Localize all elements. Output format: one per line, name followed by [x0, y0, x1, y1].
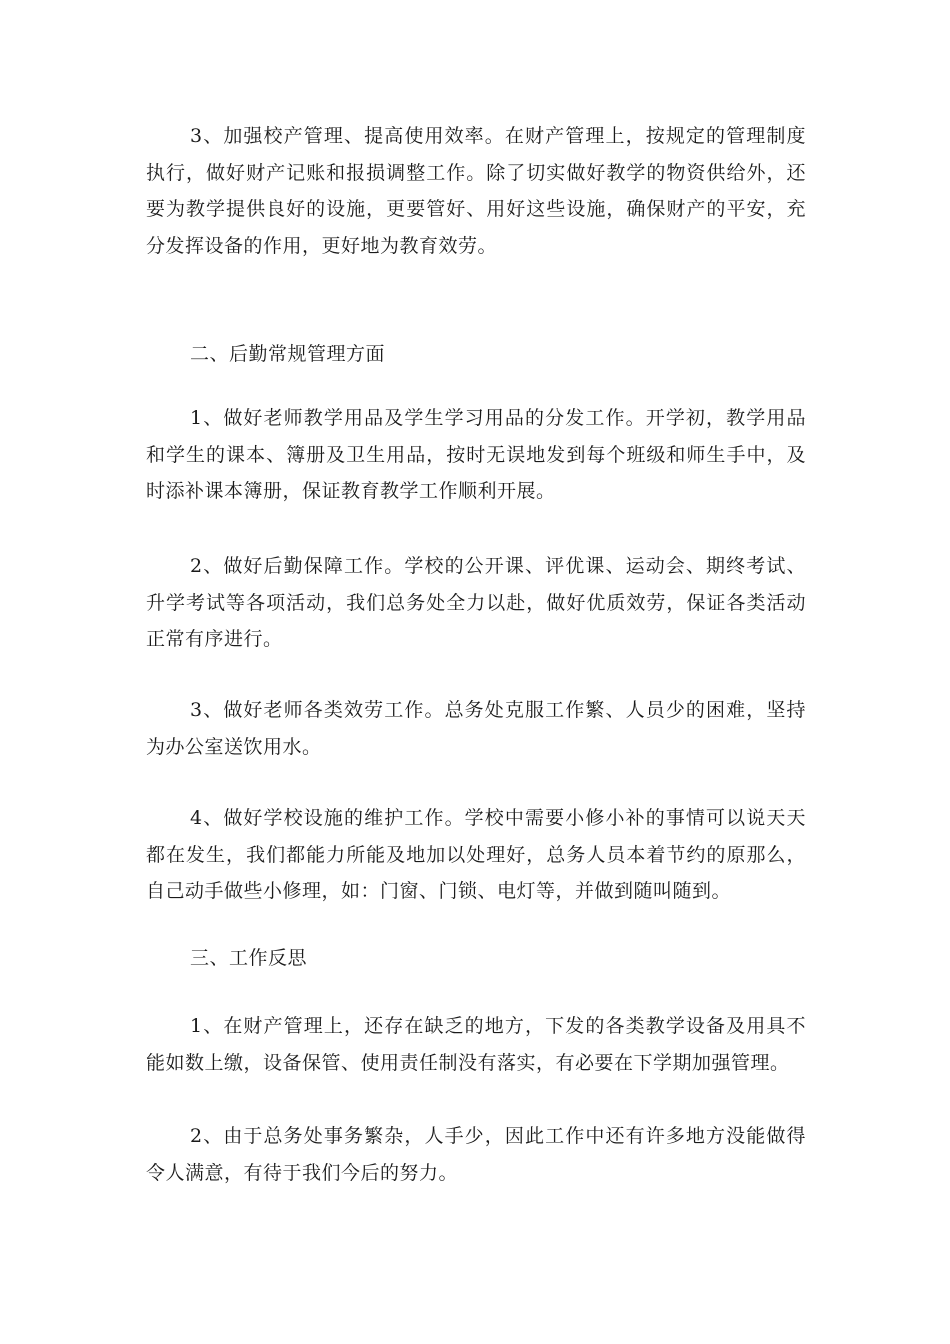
- paragraph-teacher-service: 3、做好老师各类效劳工作。总务处克服工作繁、人员少的困难，坚持为办公室送饮用水。: [146, 699, 806, 758]
- paragraph-asset-management: 3、加强校产管理、提高使用效率。在财产管理上，按规定的管理制度执行，做好财产记账和报损调整工作。除了切实做好教学的物资供给外，还要为教学提供良好的设施，更要管好、用好这些设施，确保财产的平安，充分发挥设备的作用，更好地为教育效劳。: [146, 125, 806, 257]
- section-heading-logistics: 二、后勤常规管理方面: [190, 343, 386, 365]
- paragraph-logistics-support: 2、做好后勤保障工作。学校的公开课、评优课、运动会、期终考试、升学考试等各项活动，我们总务处全力以赴，做好优质效劳，保证各类活动正常有序进行。: [146, 555, 806, 650]
- paragraph-reflection-assets: 1、在财产管理上，还存在缺乏的地方，下发的各类教学设备及用具不能如数上缴，设备保管、使用责任制没有落实，有必要在下学期加强管理。: [146, 1015, 806, 1074]
- paragraph-facility-maintenance: 4、做好学校设施的维护工作。学校中需要小修小补的事情可以说天天都在发生，我们都能力所能及地加以处理好，总务人员本着节约的原那么，自己动手做些小修理，如：门窗、门锁、电灯等，并做到随叫随到。: [146, 807, 806, 902]
- section-heading-reflection: 三、工作反思: [190, 947, 308, 969]
- paragraph-reflection-staffing: 2、由于总务处事务繁杂，人手少，因此工作中还有许多地方没能做得令人满意，有待于我们今后的努力。: [146, 1125, 806, 1184]
- paragraph-supplies-distribution: 1、做好老师教学用品及学生学习用品的分发工作。开学初，教学用品和学生的课本、簿册及卫生用品，按时无误地发到每个班级和师生手中，及时添补课本簿册，保证教育教学工作顺利开展。: [146, 407, 806, 502]
